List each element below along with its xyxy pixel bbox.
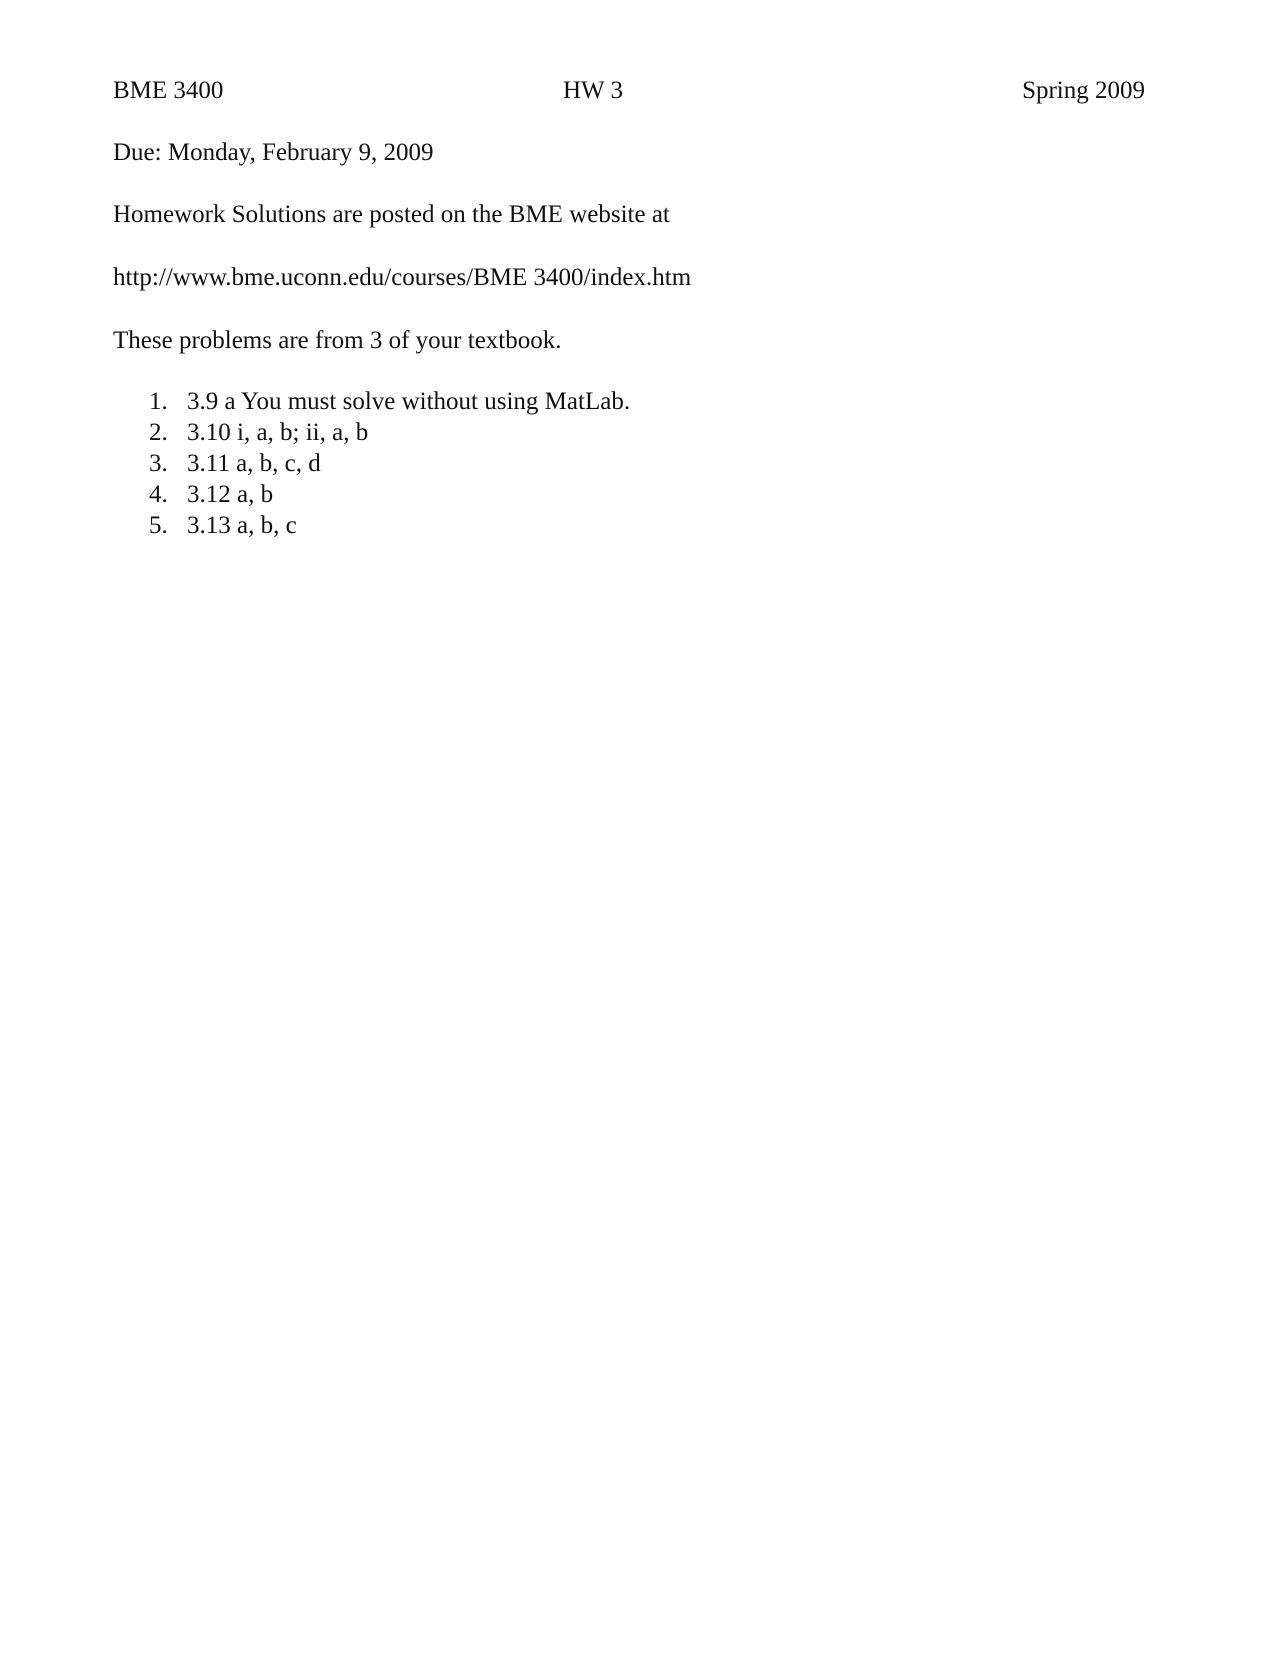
assignment-title: HW 3	[563, 77, 623, 104]
list-item-text: 3.13 a, b, c	[187, 512, 297, 539]
list-item-number: 5.	[149, 512, 168, 539]
page-header	[113, 74, 1145, 108]
solutions-note: Homework Solutions are posted on the BME website at	[113, 201, 670, 228]
list-item-text: 3.10 i, a, b; ii, a, b	[187, 419, 369, 446]
problems-intro: These problems are from 3 of your textbook.	[113, 327, 562, 354]
list-item-text: 3.9 a You must solve without using MatLab.	[187, 388, 631, 415]
course-code: BME 3400	[113, 77, 224, 104]
solutions-url: http://www.bme.uconn.edu/courses/BME 3400/index.htm	[113, 264, 692, 291]
list-item-number: 1.	[149, 388, 168, 415]
list-item-number: 3.	[149, 450, 168, 477]
due-date: Due: Monday, February 9, 2009	[113, 139, 434, 166]
list-item-number: 4.	[149, 481, 168, 508]
list-item-text: 3.11 a, b, c, d	[187, 450, 321, 477]
term-label: Spring 2009	[1022, 77, 1145, 104]
list-item-number: 2.	[149, 419, 168, 446]
list-item-text: 3.12 a, b	[187, 481, 274, 508]
